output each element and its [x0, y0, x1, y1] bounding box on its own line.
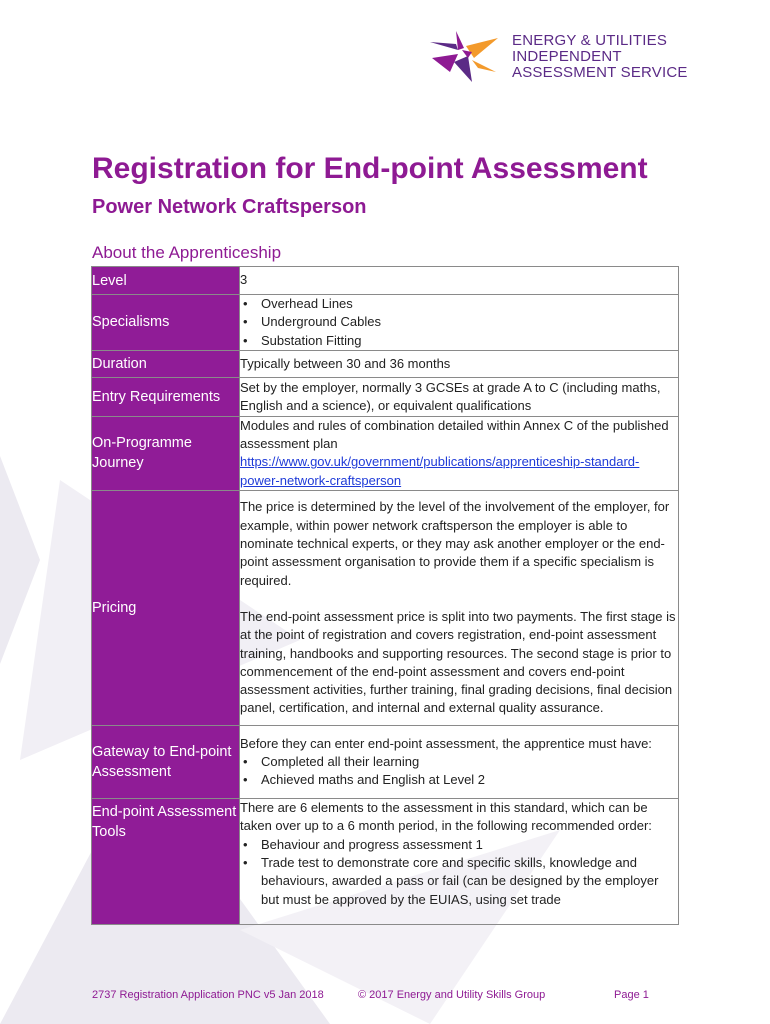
- list-item: • Achieved maths and English at Level 2: [240, 771, 678, 789]
- logo-line-1: ENERGY & UTILITIES: [512, 32, 668, 49]
- table-row-on-programme: [92, 416, 679, 490]
- assessment-plan-link[interactable]: https://www.gov.uk/government/publications/apprenticeship-standard-power-network-craftsperson: [240, 454, 640, 488]
- label-gateway: Gateway to End-point Assessment: [92, 726, 240, 799]
- table-row-level: [92, 267, 679, 295]
- list-item: • Completed all their learning: [240, 753, 678, 771]
- tools-list: [240, 836, 678, 909]
- footer-copyright: © 2017 Energy and Utility Skills Group: [358, 989, 546, 1001]
- value-specialisms: [240, 295, 679, 351]
- list-item: • Underground Cables: [240, 313, 678, 331]
- pricing-paragraph-1: The price is determined by the level of the involvement of the employer, for example, within power network craftsperson the employer is able to nominate technical experts, or they may ask another employer or the end-point assessment organisation to provide them if a specific specialism is required.: [240, 499, 670, 588]
- label-duration: Duration: [92, 350, 240, 377]
- value-duration: Typically between 30 and 36 months: [240, 350, 679, 377]
- label-entry-requirements: Entry Requirements: [92, 377, 240, 416]
- label-specialisms: Specialisms: [92, 295, 240, 351]
- value-pricing: [240, 491, 679, 726]
- table-row-pricing: [92, 491, 679, 726]
- logo-wordmark: [512, 33, 688, 81]
- table-row-tools: [92, 799, 679, 925]
- tools-intro: There are 6 elements to the assessment in this standard, which can be taken over up to a 6 month period, in the following recommended order:: [240, 800, 652, 834]
- logo-line-3: ASSESSMENT SERVICE: [512, 64, 688, 81]
- label-on-programme: On-Programme Journey: [92, 416, 240, 490]
- paragraph-spacer: [240, 590, 678, 608]
- value-gateway: [240, 726, 679, 799]
- value-entry-requirements: Set by the employer, normally 3 GCSEs at grade A to C (including maths, English and a science), or equivalent qualifications: [240, 377, 679, 416]
- table-row-specialisms: [92, 295, 679, 351]
- gateway-list: [240, 753, 678, 790]
- on-programme-text: Modules and rules of combination detailed within Annex C of the published assessment plan: [240, 417, 669, 452]
- footer-document-ref: 2737 Registration Application PNC v5 Jan 2018: [92, 989, 324, 1001]
- specialisms-list: [240, 295, 678, 350]
- list-item: • Overhead Lines: [240, 295, 678, 313]
- star-logo-icon: [428, 28, 502, 84]
- table-row-gateway: [92, 726, 679, 799]
- table-row-duration: [92, 350, 679, 377]
- gateway-intro: Before they can enter end-point assessment, the apprentice must have:: [240, 735, 652, 751]
- pricing-paragraph-2: The end-point assessment price is split into two payments. The first stage is at the point of registration and covers registration, end-point assessment training, handbooks and supporting resources. The second stage is prior to commencement of the end-point assessment and covers end-point assessment activities, further training, final grading decisions, final decision panel, certification, and internal and external quality assurance.: [240, 608, 676, 716]
- label-level: Level: [92, 267, 240, 295]
- apprenticeship-table: [91, 266, 679, 925]
- page-subtitle: Power Network Craftsperson: [92, 196, 367, 218]
- label-pricing: Pricing: [92, 491, 240, 726]
- list-item: • Trade test to demonstrate core and specific skills, knowledge and behaviours, awarded a pass or fail (can be designed by the employer but must be approved by the EUIAS, using set trade: [240, 854, 678, 909]
- value-assessment-tools: [240, 799, 679, 925]
- section-heading: About the Apprenticeship: [92, 243, 282, 262]
- list-item: • Behaviour and progress assessment 1: [240, 836, 678, 854]
- label-assessment-tools: End-point Assessment Tools: [92, 799, 240, 925]
- list-item: • Substation Fitting: [240, 332, 678, 350]
- table-row-entry: [92, 377, 679, 416]
- page-title: Registration for End-point Assessment: [92, 152, 648, 185]
- footer-page-number: Page 1: [614, 989, 649, 1001]
- logo-line-2: INDEPENDENT: [512, 48, 622, 65]
- value-on-programme: [240, 416, 679, 490]
- euias-logo: [428, 28, 688, 86]
- value-level: 3: [240, 267, 679, 295]
